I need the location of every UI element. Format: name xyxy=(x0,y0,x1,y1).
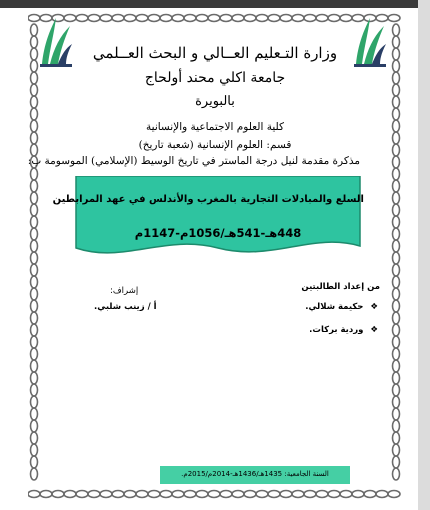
border-link xyxy=(292,15,304,22)
border-link xyxy=(280,15,292,22)
border-link xyxy=(220,15,232,22)
border-link xyxy=(31,84,38,96)
border-link xyxy=(316,491,328,498)
border-link xyxy=(393,444,400,456)
border-link xyxy=(28,491,40,498)
border-link xyxy=(244,15,256,22)
border-link xyxy=(124,15,136,22)
border-link xyxy=(112,15,124,22)
border-link xyxy=(31,240,38,252)
border-link xyxy=(393,120,400,132)
border-link xyxy=(31,432,38,444)
border-link xyxy=(31,336,38,348)
border-link xyxy=(328,15,340,22)
border-link xyxy=(393,204,400,216)
border-link xyxy=(220,491,232,498)
border-link xyxy=(393,408,400,420)
border-link xyxy=(393,372,400,384)
border-link xyxy=(208,15,220,22)
department-name: قسم: العلوم الإنسانية (شعبة تاريخ) xyxy=(138,139,292,151)
border-link xyxy=(31,324,38,336)
border-link xyxy=(340,491,352,498)
border-link xyxy=(31,276,38,288)
bullet-icon: ❖ xyxy=(370,325,378,335)
border-link xyxy=(52,491,64,498)
border-link xyxy=(364,491,376,498)
border-link xyxy=(172,15,184,22)
border-link xyxy=(31,252,38,264)
university-name: جامعة اكلي محند أولحاج xyxy=(144,70,286,86)
border-link xyxy=(31,204,38,216)
border-link xyxy=(393,300,400,312)
border-link xyxy=(31,216,38,228)
border-link xyxy=(31,132,38,144)
university-logo-icon xyxy=(350,14,390,70)
border-link xyxy=(31,264,38,276)
border-link xyxy=(244,491,256,498)
border-link xyxy=(40,491,52,498)
border-link xyxy=(172,491,184,498)
border-link xyxy=(393,360,400,372)
border-link xyxy=(31,456,38,468)
border-link xyxy=(393,420,400,432)
border-link xyxy=(31,372,38,384)
border-link xyxy=(31,120,38,132)
border-link xyxy=(31,300,38,312)
prepared-by-label: من إعداد الطالبتين xyxy=(301,282,380,292)
border-link xyxy=(393,228,400,240)
border-link xyxy=(393,348,400,360)
border-link xyxy=(393,456,400,468)
border-link xyxy=(304,491,316,498)
border-link xyxy=(393,168,400,180)
border-link xyxy=(393,264,400,276)
border-link xyxy=(31,408,38,420)
border-link xyxy=(393,96,400,108)
border-link xyxy=(292,491,304,498)
border-link xyxy=(393,36,400,48)
border-link xyxy=(304,15,316,22)
border-link xyxy=(232,491,244,498)
border-link xyxy=(184,15,196,22)
border-link xyxy=(393,336,400,348)
border-link xyxy=(31,288,38,300)
border-link xyxy=(328,491,340,498)
border-link xyxy=(31,192,38,204)
student-name-text: وردية بركات. xyxy=(309,325,364,335)
border-link xyxy=(124,491,136,498)
border-link xyxy=(393,468,400,480)
border-link xyxy=(112,491,124,498)
border-link xyxy=(160,491,172,498)
border-link xyxy=(196,491,208,498)
border-link xyxy=(393,156,400,168)
border-link xyxy=(393,252,400,264)
border-link xyxy=(232,15,244,22)
border-link xyxy=(100,15,112,22)
supervision-label: إشراف: xyxy=(110,286,139,296)
faculty-name: كلية العلوم الاجتماعية والإنسانية xyxy=(146,121,284,133)
border-link xyxy=(196,15,208,22)
border-link xyxy=(393,84,400,96)
border-link xyxy=(393,432,400,444)
border-link xyxy=(31,420,38,432)
window-top-strip xyxy=(0,0,430,8)
border-link xyxy=(31,72,38,84)
border-link xyxy=(136,15,148,22)
border-link xyxy=(100,491,112,498)
border-link xyxy=(393,312,400,324)
window-side-shadow xyxy=(418,0,430,510)
student-name-1 xyxy=(305,302,378,312)
memo-description: مذكرة مقدمة لنيل درجة الماستر في تاريخ الوسيط (الإسلامي) الموسومة ب: xyxy=(27,155,360,167)
border-link xyxy=(393,396,400,408)
border-link xyxy=(31,180,38,192)
border-link xyxy=(256,491,268,498)
border-link xyxy=(280,491,292,498)
border-link xyxy=(148,491,160,498)
border-link xyxy=(393,324,400,336)
supervisor-name: أ / زينب شلبي. xyxy=(94,302,157,312)
border-link xyxy=(31,384,38,396)
title-banner xyxy=(52,176,364,256)
border-link xyxy=(184,491,196,498)
border-link xyxy=(393,192,400,204)
border-link xyxy=(393,48,400,60)
border-link xyxy=(64,491,76,498)
border-link xyxy=(88,491,100,498)
border-link xyxy=(31,228,38,240)
border-link xyxy=(316,15,328,22)
border-link xyxy=(31,312,38,324)
university-city: بالبويرة xyxy=(195,94,235,109)
border-link xyxy=(268,491,280,498)
border-link xyxy=(31,360,38,372)
border-link xyxy=(393,108,400,120)
border-link xyxy=(148,15,160,22)
border-link xyxy=(160,15,172,22)
border-link xyxy=(388,491,400,498)
border-link xyxy=(31,348,38,360)
bullet-icon: ❖ xyxy=(370,302,378,312)
border-link xyxy=(352,491,364,498)
university-logo-icon xyxy=(36,14,76,70)
border-link xyxy=(31,444,38,456)
border-link xyxy=(31,168,38,180)
student-name-2 xyxy=(309,325,378,335)
border-link xyxy=(136,491,148,498)
border-link xyxy=(268,15,280,22)
border-link xyxy=(31,96,38,108)
border-link xyxy=(393,72,400,84)
border-link xyxy=(31,468,38,480)
border-link xyxy=(376,491,388,498)
border-link xyxy=(393,240,400,252)
border-link xyxy=(393,24,400,36)
thesis-period: 448هـ-541هـ/1056م-1147م xyxy=(134,226,302,240)
border-link xyxy=(393,216,400,228)
thesis-title: السلع والمبادلات التجارية بالمغرب والأندلس في عهد المرابطين xyxy=(52,194,364,205)
border-link xyxy=(256,15,268,22)
border-link xyxy=(393,132,400,144)
border-link xyxy=(31,396,38,408)
student-name-text: حكيمة شلالي. xyxy=(305,302,364,312)
border-link xyxy=(208,491,220,498)
border-link xyxy=(393,276,400,288)
border-link xyxy=(76,491,88,498)
border-link xyxy=(88,15,100,22)
border-link xyxy=(76,15,88,22)
border-link xyxy=(31,108,38,120)
academic-year: السنة الجامعية: 1435هـ/1436هـ-2014م/2015م. xyxy=(181,470,329,478)
border-link xyxy=(393,384,400,396)
border-link xyxy=(393,60,400,72)
border-link xyxy=(393,288,400,300)
ministry-name: وزارة التـعليم العــالي و البحث العــلمي xyxy=(92,44,338,62)
border-link xyxy=(393,180,400,192)
border-link xyxy=(393,144,400,156)
